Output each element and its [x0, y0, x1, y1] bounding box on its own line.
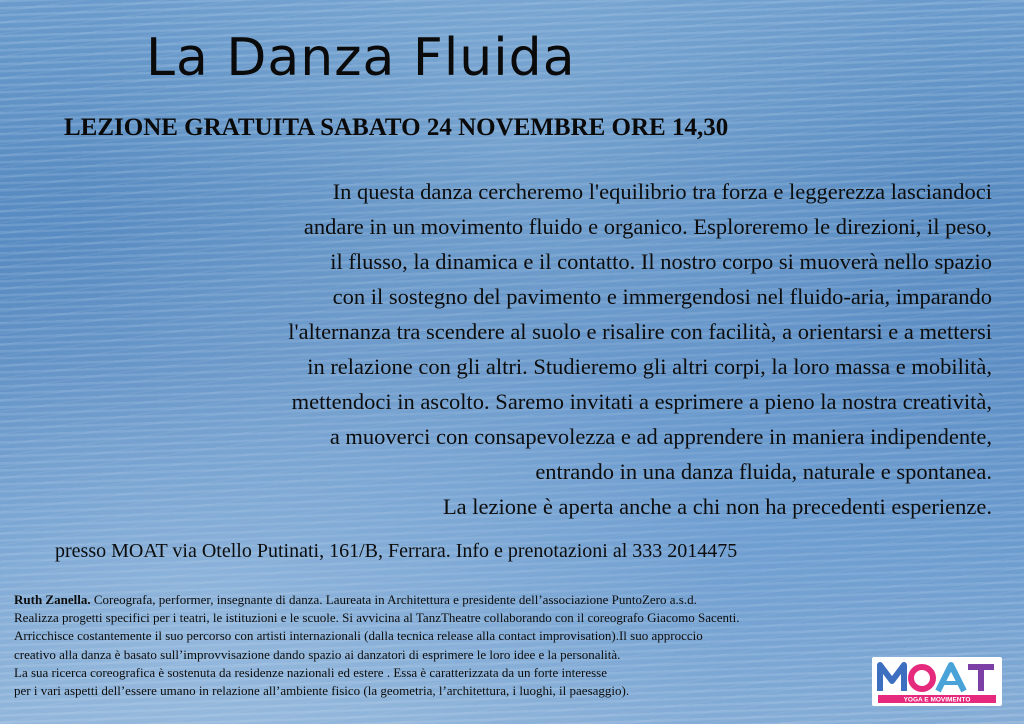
location-contact-line: presso MOAT via Otello Putinati, 161/B, Ferrara. Info e prenotazioni al 333 2014475 [55, 540, 738, 562]
description-paragraph [40, 174, 992, 524]
description-line: mettendoci in ascolto. Saremo invitati a esprimere a pieno la nostra creatività, [291, 389, 992, 414]
moat-logo-graphic [872, 657, 1002, 706]
bio-line: per i vari aspetti dell’essere umano in relazione all’ambiente fisico (la geometria, l’architettura, i luoghi, il paesaggio). [14, 683, 630, 699]
logo-letter-m [880, 665, 904, 691]
description-line: a muoverci con consapevolezza e ad apprendere in maniera indipendente, [329, 424, 992, 449]
bio-name: Ruth Zanella. [14, 592, 91, 607]
description-line: andare in un movimento fluido e organico. Esploreremo le direzioni, il peso, [303, 214, 992, 239]
logo-letter-t [968, 667, 994, 691]
bio-line [14, 591, 1014, 609]
description-line: con il sostegno del pavimento e immergendosi nel fluido-aria, imparando [332, 284, 992, 309]
bio-line-text: Coreografa, performer, insegnante di danza. Laureata in Architettura e presidente dell’associazione PuntoZero a.s.d. [90, 592, 697, 607]
description-line: In questa danza cercheremo l'equilibrio tra forza e leggerezza lasciandoci [332, 179, 992, 204]
biography [14, 591, 1014, 700]
bio-line: La sua ricerca coreografica è sostenuta da residenze nazionali ed estere . Essa è caratterizzata da un forte interesse [14, 664, 607, 680]
logo-letter-o [911, 667, 933, 689]
bio-line: creativo alla danza è basato sull’improvvisazione dando spazio ai danzatori di esprimere le loro idee e la personalità. [14, 646, 621, 662]
lesson-date-heading: LEZIONE GRATUITA SABATO 24 NOVEMBRE ORE 14,30 [64, 114, 729, 141]
description-line: il flusso, la dinamica e il contatto. Il nostro corpo si muoverà nello spazio [330, 249, 992, 274]
description-line: l'alternanza tra scendere al suolo e risalire con facilità, a orientarsi e a mettersi [288, 319, 992, 344]
description-line: entrando in una danza fluida, naturale e spontanea. [535, 459, 992, 484]
poster-title: La Danza Fluida [146, 28, 576, 88]
logo-tagline: YOGA E MOVIMENTO [903, 696, 971, 704]
moat-logo [872, 657, 1002, 706]
description-line: in relazione con gli altri. Studieremo gli altri corpi, la loro massa e mobilità, [307, 354, 992, 379]
description-line: La lezione è aperta anche a chi non ha precedenti esperienze. [442, 494, 992, 519]
bio-line: Arricchisce costantemente il suo percorso con artisti internazionali (dalla tecnica release alla contact improvisation).Il suo approccio [14, 628, 703, 644]
logo-letter-a [938, 665, 964, 691]
bio-line: Realizza progetti specifici per i teatri, le istituzioni e le scuole. Si avvicina al TanzTheatre collaborando con il coreografo Giacomo Sacenti. [14, 610, 740, 626]
